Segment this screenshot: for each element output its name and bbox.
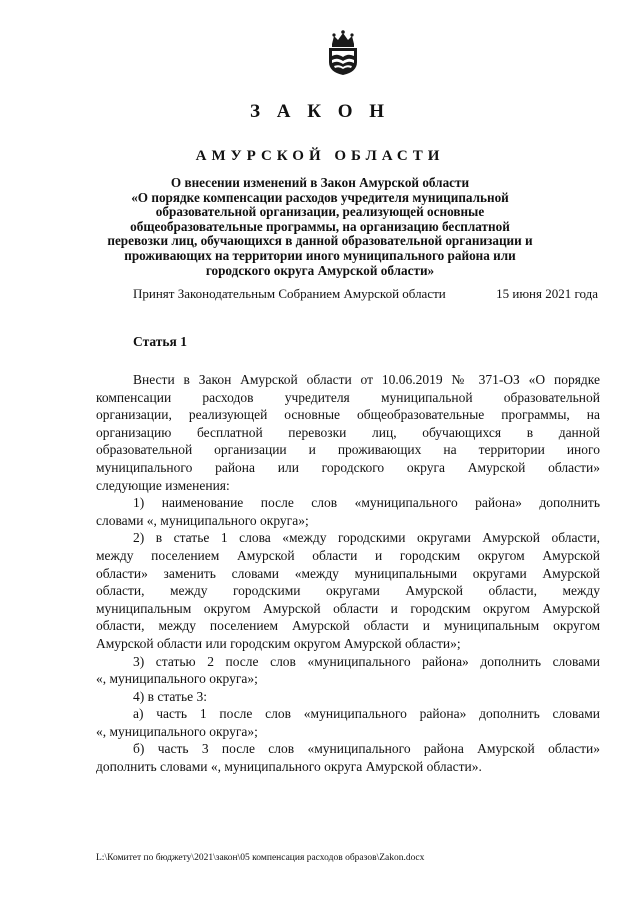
paragraph-line: Внести в Закон Амурской области от 10.06.2019 № 371-ОЗ «О порядке: [133, 372, 600, 387]
file-path-footer: L:\Комитет по бюджету\2021\закон\05 компенсация расходов образов\Zakon.docx: [96, 853, 425, 863]
paragraph-line: 2) в статье 1 слова «между городскими округами Амурской области,: [133, 530, 600, 546]
paragraph-line: словами «, муниципального округа»;: [96, 512, 309, 528]
paragraph-line: следующие изменения:: [96, 477, 230, 493]
paragraph-line: области, между поселением Амурской области и муниципальным округом: [96, 618, 600, 634]
paragraph-line: между поселением Амурской области и городским округом Амурской: [96, 547, 600, 563]
paragraph-line: компенсации расходов учредителя муниципальной образовательной: [96, 389, 600, 405]
paragraph-line: области» заменить словами «между муниципальными округами Амурской: [96, 565, 600, 581]
amur-region-coat-of-arms-icon: [324, 30, 362, 76]
paragraph-line: 3) статью 2 после слов «муниципального района» дополнить словами: [133, 653, 600, 669]
paragraph-line: дополнить словами «, муниципального округа Амурской области».: [96, 759, 482, 775]
paragraph-line: 4) в статье 3:: [133, 688, 207, 704]
subject-line: общеобразовательные программы, на организацию бесплатной: [130, 218, 510, 234]
paragraph-line: б) часть 3 после слов «муниципального района Амурской области»: [133, 741, 600, 757]
paragraph-line: области, между городскими округами Амурской области, между: [96, 583, 600, 599]
article-body: [96, 371, 600, 776]
subject-line: «О порядке компенсации расходов учредителя муниципальной: [131, 189, 509, 205]
paragraph-line: а) часть 1 после слов «муниципального района» дополнить словами: [133, 706, 600, 722]
subject-line: образовательной организации, реализующей основные: [155, 204, 485, 220]
adoption-date: 15 июня 2021 года: [496, 286, 598, 301]
law-title: З А К О Н: [249, 101, 391, 122]
paragraph-line: Амурской области или городским округом Амурской области»;: [96, 635, 461, 651]
paragraph-line: организацию бесплатной перевозки лиц, обучающихся в данной: [96, 424, 600, 440]
article-heading: Статья 1: [133, 334, 187, 349]
subject-line: городского округа Амурской области»: [205, 262, 435, 278]
subject-line: проживающих на территории иного муниципального района или: [124, 247, 516, 263]
paragraph-line: «, муниципального округа»;: [96, 723, 258, 739]
paragraph-line: организации, реализующей основные общеобразовательные программы, на: [96, 407, 600, 423]
paragraph-line: муниципальным округом Амурской области и городским округом Амурской: [96, 600, 600, 616]
paragraph-line: «, муниципального округа»;: [96, 671, 258, 687]
law-subject: [90, 176, 550, 278]
adopted-by: Принят Законодательным Собранием Амурской области: [133, 286, 446, 301]
paragraph-line: 1) наименование после слов «муниципального района» дополнить: [133, 495, 600, 511]
paragraph-line: муниципального района или городского округа Амурской области»: [96, 459, 600, 475]
subject-line: перевозки лиц, обучающихся в данной образовательной организации и: [107, 233, 533, 249]
paragraph-line: образовательной организации и проживающих на территории иного: [96, 442, 600, 458]
subject-line: О внесении изменений в Закон Амурской области: [170, 175, 470, 190]
region-title: АМУРСКОЙ ОБЛАСТИ: [195, 148, 445, 164]
